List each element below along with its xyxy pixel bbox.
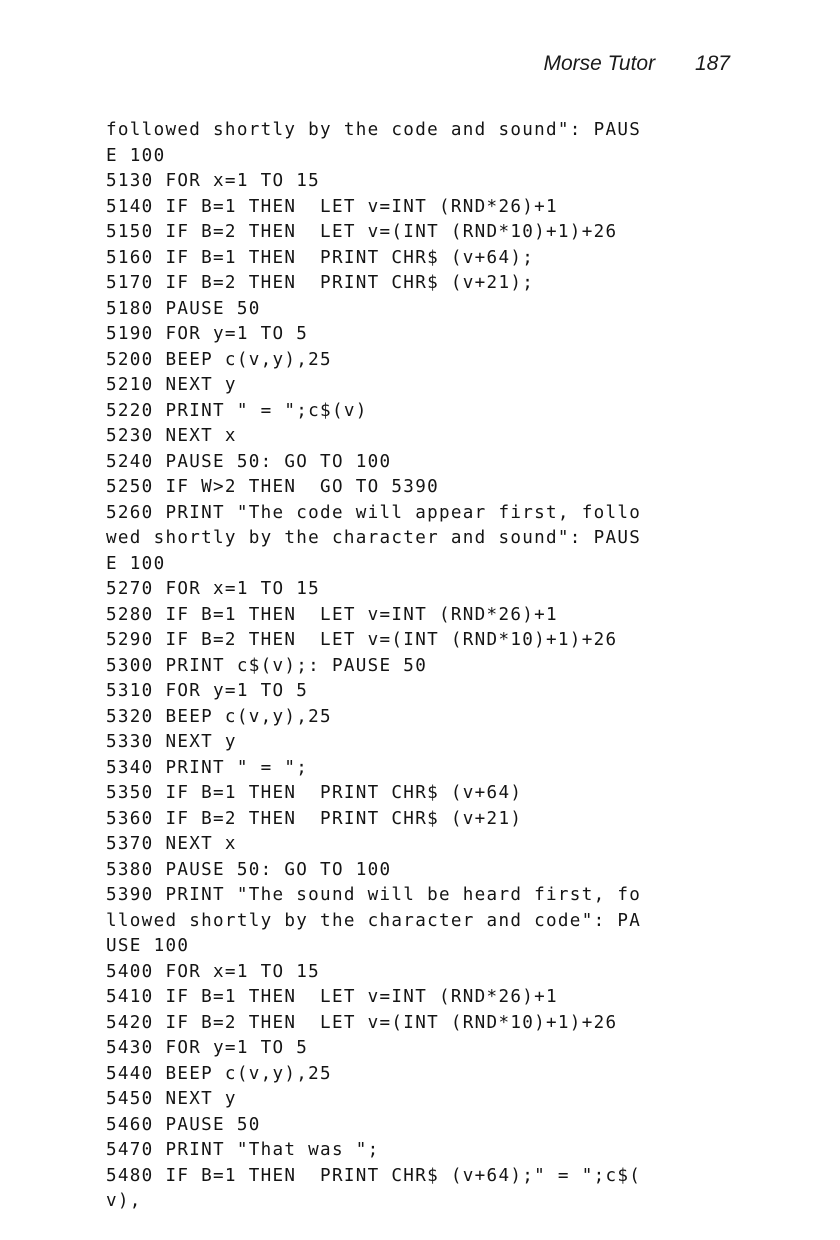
code-line: 5340 PRINT " = "; [106, 757, 309, 778]
code-line: 5160 IF B=1 THEN PRINT CHR$ (v+64); [106, 247, 535, 268]
code-line: 5150 IF B=2 THEN LET v=(INT (RND*10)+1)+26 [106, 222, 618, 242]
code-line: 5320 BEEP c(v,y),25 [106, 706, 332, 727]
code-line: 5350 IF B=1 THEN PRINT CHR$ (v+64) [106, 783, 523, 803]
code-line: 5260 PRINT "The code will appear first, follo [106, 502, 642, 523]
code-line: 5430 FOR y=1 TO 5 [106, 1038, 309, 1058]
code-line: 5310 FOR y=1 TO 5 [106, 681, 309, 701]
code-line: 5370 NEXT x [106, 834, 237, 854]
code-line: 5170 IF B=2 THEN PRINT CHR$ (v+21); [106, 273, 535, 293]
code-line: 5410 IF B=1 THEN LET v=INT (RND*26)+1 [106, 987, 558, 1007]
basic-program-listing [106, 118, 766, 1215]
code-line: llowed shortly by the character and code": PA [106, 910, 642, 931]
code-line: 5290 IF B=2 THEN LET v=(INT (RND*10)+1)+26 [106, 630, 618, 650]
code-line: wed shortly by the character and sound": PAUS [106, 528, 642, 548]
code-line: 5240 PAUSE 50: GO TO 100 [106, 451, 392, 472]
code-line: USE 100 [106, 936, 190, 956]
code-line: 5130 FOR x=1 TO 15 [106, 171, 321, 191]
chapter-title: Morse Tutor [543, 52, 656, 75]
code-line: 5280 IF B=1 THEN LET v=INT (RND*26)+1 [106, 604, 558, 625]
code-line: 5360 IF B=2 THEN PRINT CHR$ (v+21) [106, 808, 523, 829]
code-line: 5390 PRINT "The sound will be heard first, fo [106, 885, 642, 905]
code-line: 5190 FOR y=1 TO 5 [106, 324, 309, 344]
code-line: 5450 NEXT y [106, 1089, 237, 1109]
page-number: 187 [694, 52, 730, 75]
code-line: 5210 NEXT y [106, 375, 237, 395]
code-line: 5440 BEEP c(v,y),25 [106, 1063, 332, 1084]
code-line: 5300 PRINT c$(v);: PAUSE 50 [106, 655, 428, 676]
code-line: 5460 PAUSE 50 [106, 1114, 261, 1135]
code-line: 5400 FOR x=1 TO 15 [106, 961, 321, 982]
code-line: E 100 [106, 145, 166, 166]
code-line: 5420 IF B=2 THEN LET v=(INT (RND*10)+1)+26 [106, 1012, 618, 1033]
running-head [543, 52, 730, 76]
code-line: 5230 NEXT x [106, 426, 237, 446]
code-line: v), [106, 1191, 142, 1211]
code-line: 5380 PAUSE 50: GO TO 100 [106, 859, 392, 880]
code-line: followed shortly by the code and sound": PAUS [106, 120, 642, 140]
code-line: 5140 IF B=1 THEN LET v=INT (RND*26)+1 [106, 196, 558, 217]
code-line: 5470 PRINT "That was "; [106, 1140, 380, 1160]
code-line: 5180 PAUSE 50 [106, 298, 261, 319]
code-line: 5330 NEXT y [106, 732, 237, 752]
code-line: E 100 [106, 553, 166, 574]
code-line: 5250 IF W>2 THEN GO TO 5390 [106, 477, 439, 497]
code-line: 5480 IF B=1 THEN PRINT CHR$ (v+64);" = ";c$( [106, 1165, 642, 1186]
code-line: 5270 FOR x=1 TO 15 [106, 579, 321, 599]
code-line: 5200 BEEP c(v,y),25 [106, 349, 332, 370]
code-line: 5220 PRINT " = ";c$(v) [106, 400, 368, 421]
